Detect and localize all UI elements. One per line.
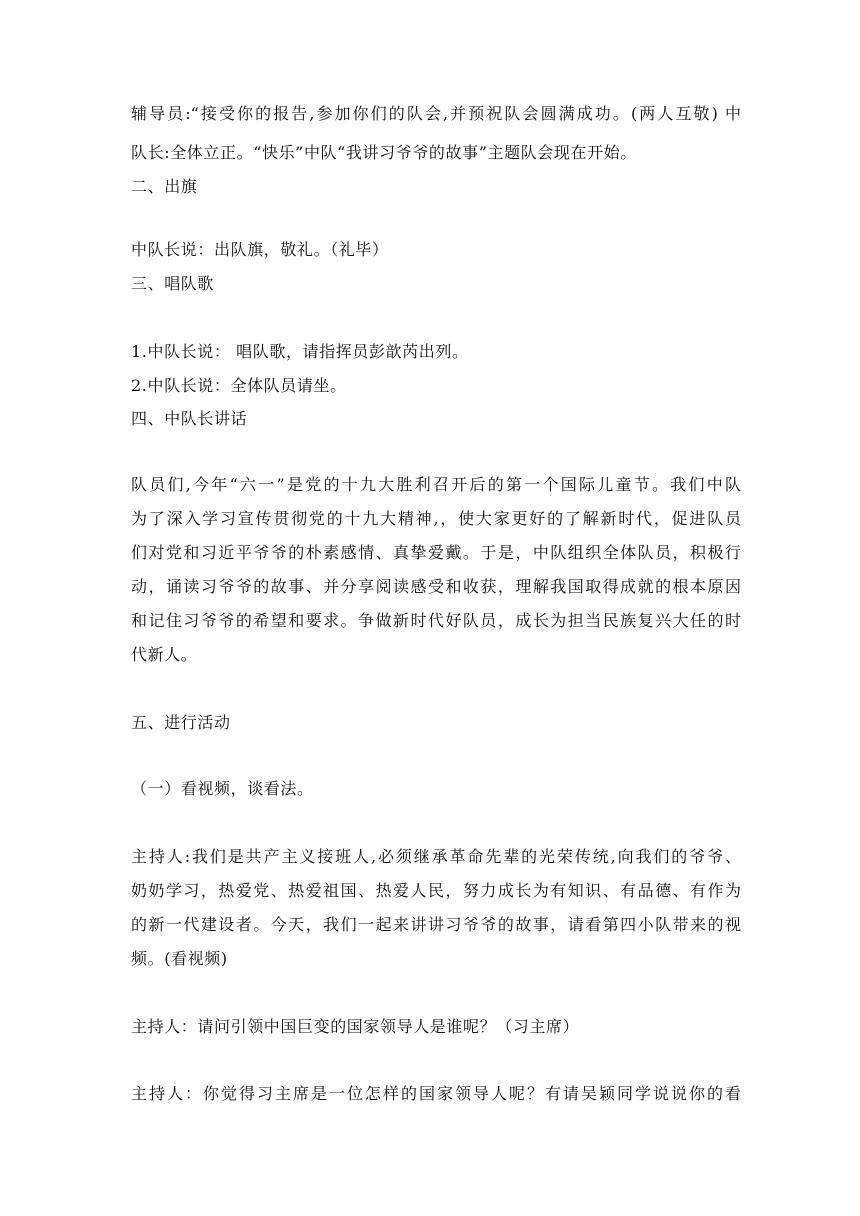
text-line: 主持人：你觉得习主席是一位怎样的国家领导人呢？有请吴颖同学说说你的看 [131,1084,741,1103]
text-line: 频。(看视频) [131,949,228,968]
text-line: 为了深入学习宣传贯彻党的十九大精神,，使大家更好的了解新时代，促进队员 [131,509,741,528]
section-heading: 四、中队长讲话 [131,409,248,428]
section-heading: 五、进行活动 [131,713,231,732]
text-line: 辅导员:“接受你的报告,参加你们的队会,并预祝队会圆满成功。(两人互敬) 中 [131,104,741,123]
text-line: 主持人:我们是共产主义接班人,必须继承革命先辈的光荣传统,向我们的爷爷、 [131,847,741,866]
text-line: 奶奶学习，热爱党、热爱祖国、热爱人民，努力成长为有知识、有品德、有作为 [131,881,741,900]
subsection-heading: （一）看视频，谈看法。 [131,779,314,798]
text-line: 主持人：请问引领中国巨变的国家领导人是谁呢？（习主席） [131,1017,580,1036]
text-line: 中队长说：出队旗，敬礼。（礼毕） [131,240,389,259]
section-heading: 二、出旗 [131,177,198,196]
section-heading: 三、唱队歌 [131,274,215,293]
text-line: 和记住习爷爷的希望和要求。争做新时代好队员，成长为担当民族复兴大任的时 [131,611,741,630]
text-line: 的新一代建设者。今天，我们一起来讲讲习爷爷的故事，请看第四小队带来的视 [131,915,741,934]
text-line: 1.中队长说： 唱队歌，请指挥员彭歆芮出列。 [131,342,469,361]
text-line: 动，诵读习爷爷的故事、并分享阅读感受和收获，理解我国取得成就的根本原因 [131,577,741,596]
text-line: 队长:全体立正。“快乐”中队“我讲习爷爷的故事”主题队会现在开始。 [131,143,637,162]
text-line: 队员们,今年“六一”是党的十九大胜利召开后的第一个国际儿童节。我们中队 [131,475,741,494]
text-line: 代新人。 [131,645,198,664]
text-line: 们对党和习近平爷爷的朴素感情、真挚爱戴。于是，中队组织全体队员，积极行 [131,543,741,562]
text-line: 2.中队长说：全体队员请坐。 [131,376,347,395]
